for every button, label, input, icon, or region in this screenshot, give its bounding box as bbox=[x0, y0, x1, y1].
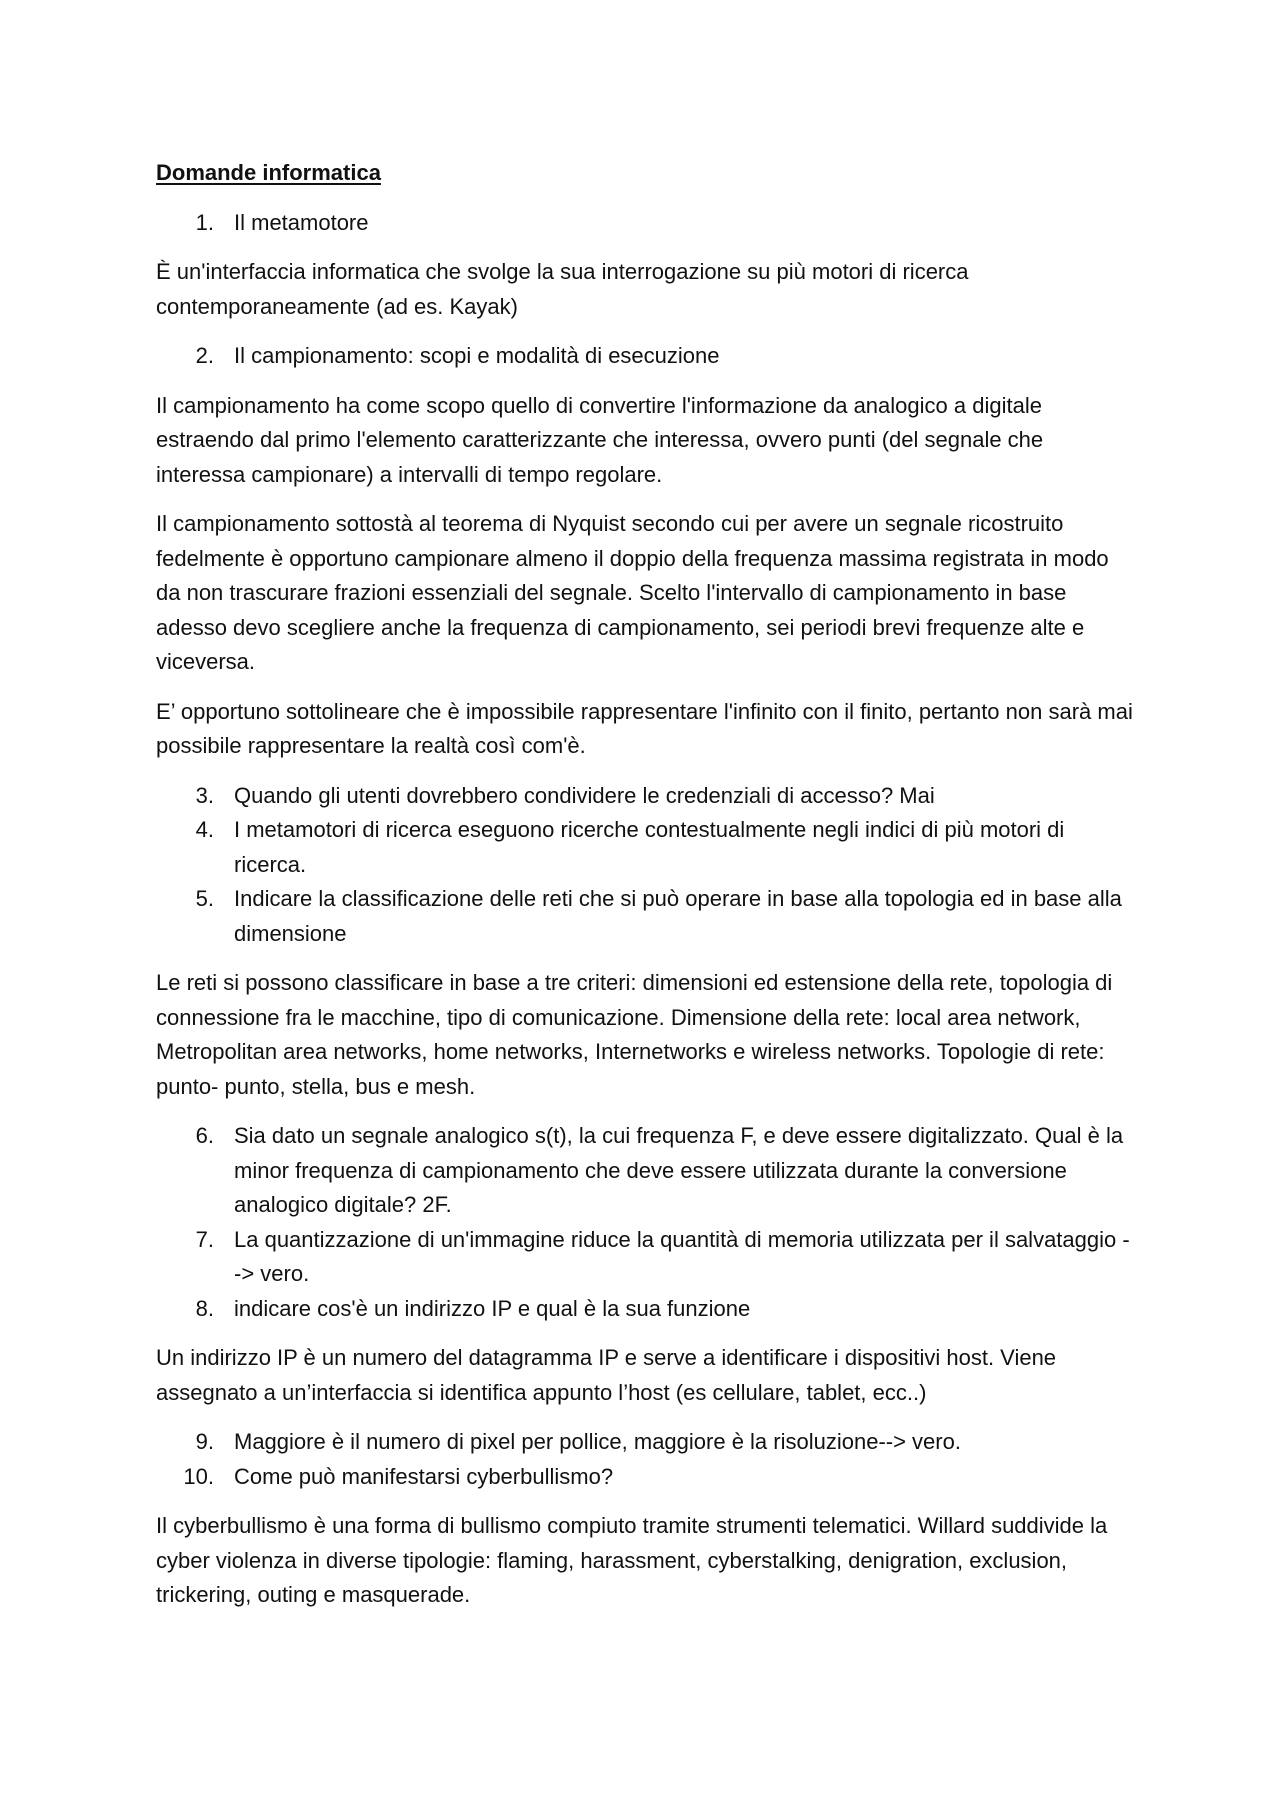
answer-paragraph: E’ opportuno sottolineare che è impossibile rappresentare l'infinito con il finito, pertanto non sarà mai possibile rappresentare la realtà così com'è. bbox=[156, 698, 1133, 758]
question-text: indicare cos'è un indirizzo IP e qual è la sua funzione bbox=[234, 1295, 751, 1321]
answer-paragraph: Le reti si possono classificare in base a tre criteri: dimensioni ed estensione della rete, topologia di connessione fra le macchine, tipo di comunicazione. Dimensione della rete: local area network, Metropolitan area networks, home networks, Internetworks e wireless networks. Topologie di rete: punto- punto, stella, bus e mesh. bbox=[156, 970, 1113, 1099]
answer-paragraph: È un'interfaccia informatica che svolge la sua interrogazione su più motori di ricerca contemporaneamente (ad es. Kayak) bbox=[156, 259, 969, 319]
question-text: Indicare la classificazione delle reti che si può operare in base alla topologia ed in base alla dimensione bbox=[234, 886, 1122, 946]
answer-paragraph: Un indirizzo IP è un numero del datagramma IP e serve a identificare i dispositivi host. Viene assegnato a un’interfaccia si identifica appunto l’host (es cellulare, tablet, ecc..) bbox=[156, 1345, 1057, 1405]
question-number: 3. bbox=[195, 782, 214, 808]
answer-paragraph: Il campionamento ha come scopo quello di convertire l'informazione da analogico a digitale estraendo dal primo l'elemento caratterizzante che interessa, ovvero punti (del segnale che interessa campionare) a intervalli di tempo regolare. bbox=[156, 392, 1044, 487]
question-item bbox=[156, 779, 1136, 814]
question-list bbox=[156, 206, 1136, 241]
question-item bbox=[156, 339, 1136, 374]
question-number: 1. bbox=[195, 209, 214, 235]
question-item bbox=[156, 1119, 1136, 1223]
question-item bbox=[156, 813, 1136, 882]
question-number: 10. bbox=[183, 1463, 214, 1489]
question-text: Maggiore è il numero di pixel per pollice, maggiore è la risoluzione--> vero. bbox=[234, 1429, 961, 1454]
question-list bbox=[156, 1119, 1136, 1326]
answer-paragraph: Il cyberbullismo è una forma di bullismo compiuto tramite strumenti telematici. Willard suddivide la cyber violenza in diverse tipologie: flaming, harassment, cyberstalking, denigration, exclusion, trickering, outing e masquerade. bbox=[156, 1513, 1108, 1607]
question-list bbox=[156, 1425, 1136, 1494]
question-text: Sia dato un segnale analogico s(t), la cui frequenza F, e deve essere digitalizzato. Qual è la minor frequenza di campionamento che deve essere utilizzata durante la conversione analogico digitale? 2F. bbox=[234, 1123, 1124, 1217]
question-number: 4. bbox=[195, 817, 214, 842]
question-text: I metamotori di ricerca eseguono ricerche contestualmente negli indici di più motori di ricerca. bbox=[234, 817, 1065, 877]
question-number: 5. bbox=[195, 886, 214, 911]
question-text: Il campionamento: scopi e modalità di esecuzione bbox=[234, 343, 720, 368]
answer-paragraph: Il campionamento sottostà al teorema di Nyquist secondo cui per avere un segnale ricostruito fedelmente è opportuno campionare almeno il doppio della frequenza massima registrata in modo da non trascurare frazioni essenziali del segnale. Scelto l'intervallo di campionamento in base adesso devo scegliere anche la frequenza di campionamento, sei periodi brevi frequenze alte e viceversa. bbox=[156, 511, 1109, 674]
question-list bbox=[156, 339, 1136, 374]
question-item bbox=[156, 206, 1136, 241]
question-text: Il metamotore bbox=[234, 209, 369, 235]
question-item bbox=[156, 882, 1136, 951]
question-number: 8. bbox=[195, 1295, 214, 1321]
question-item bbox=[156, 1292, 1136, 1327]
document-page bbox=[156, 156, 1136, 1628]
question-text: La quantizzazione di un'immagine riduce la quantità di memoria utilizzata per il salvataggio --> vero. bbox=[234, 1226, 1130, 1286]
question-number: 7. bbox=[195, 1226, 214, 1252]
question-list bbox=[156, 779, 1136, 952]
question-item bbox=[156, 1223, 1136, 1292]
question-text: Quando gli utenti dovrebbero condividere le credenziali di accesso? Mai bbox=[234, 782, 935, 808]
question-number: 2. bbox=[195, 343, 214, 368]
question-text: Come può manifestarsi cyberbullismo? bbox=[234, 1463, 614, 1489]
document-title: Domande informatica bbox=[156, 160, 381, 185]
question-number: 9. bbox=[195, 1429, 214, 1454]
question-number: 6. bbox=[195, 1123, 214, 1148]
question-item bbox=[156, 1425, 1136, 1460]
question-item bbox=[156, 1460, 1136, 1495]
